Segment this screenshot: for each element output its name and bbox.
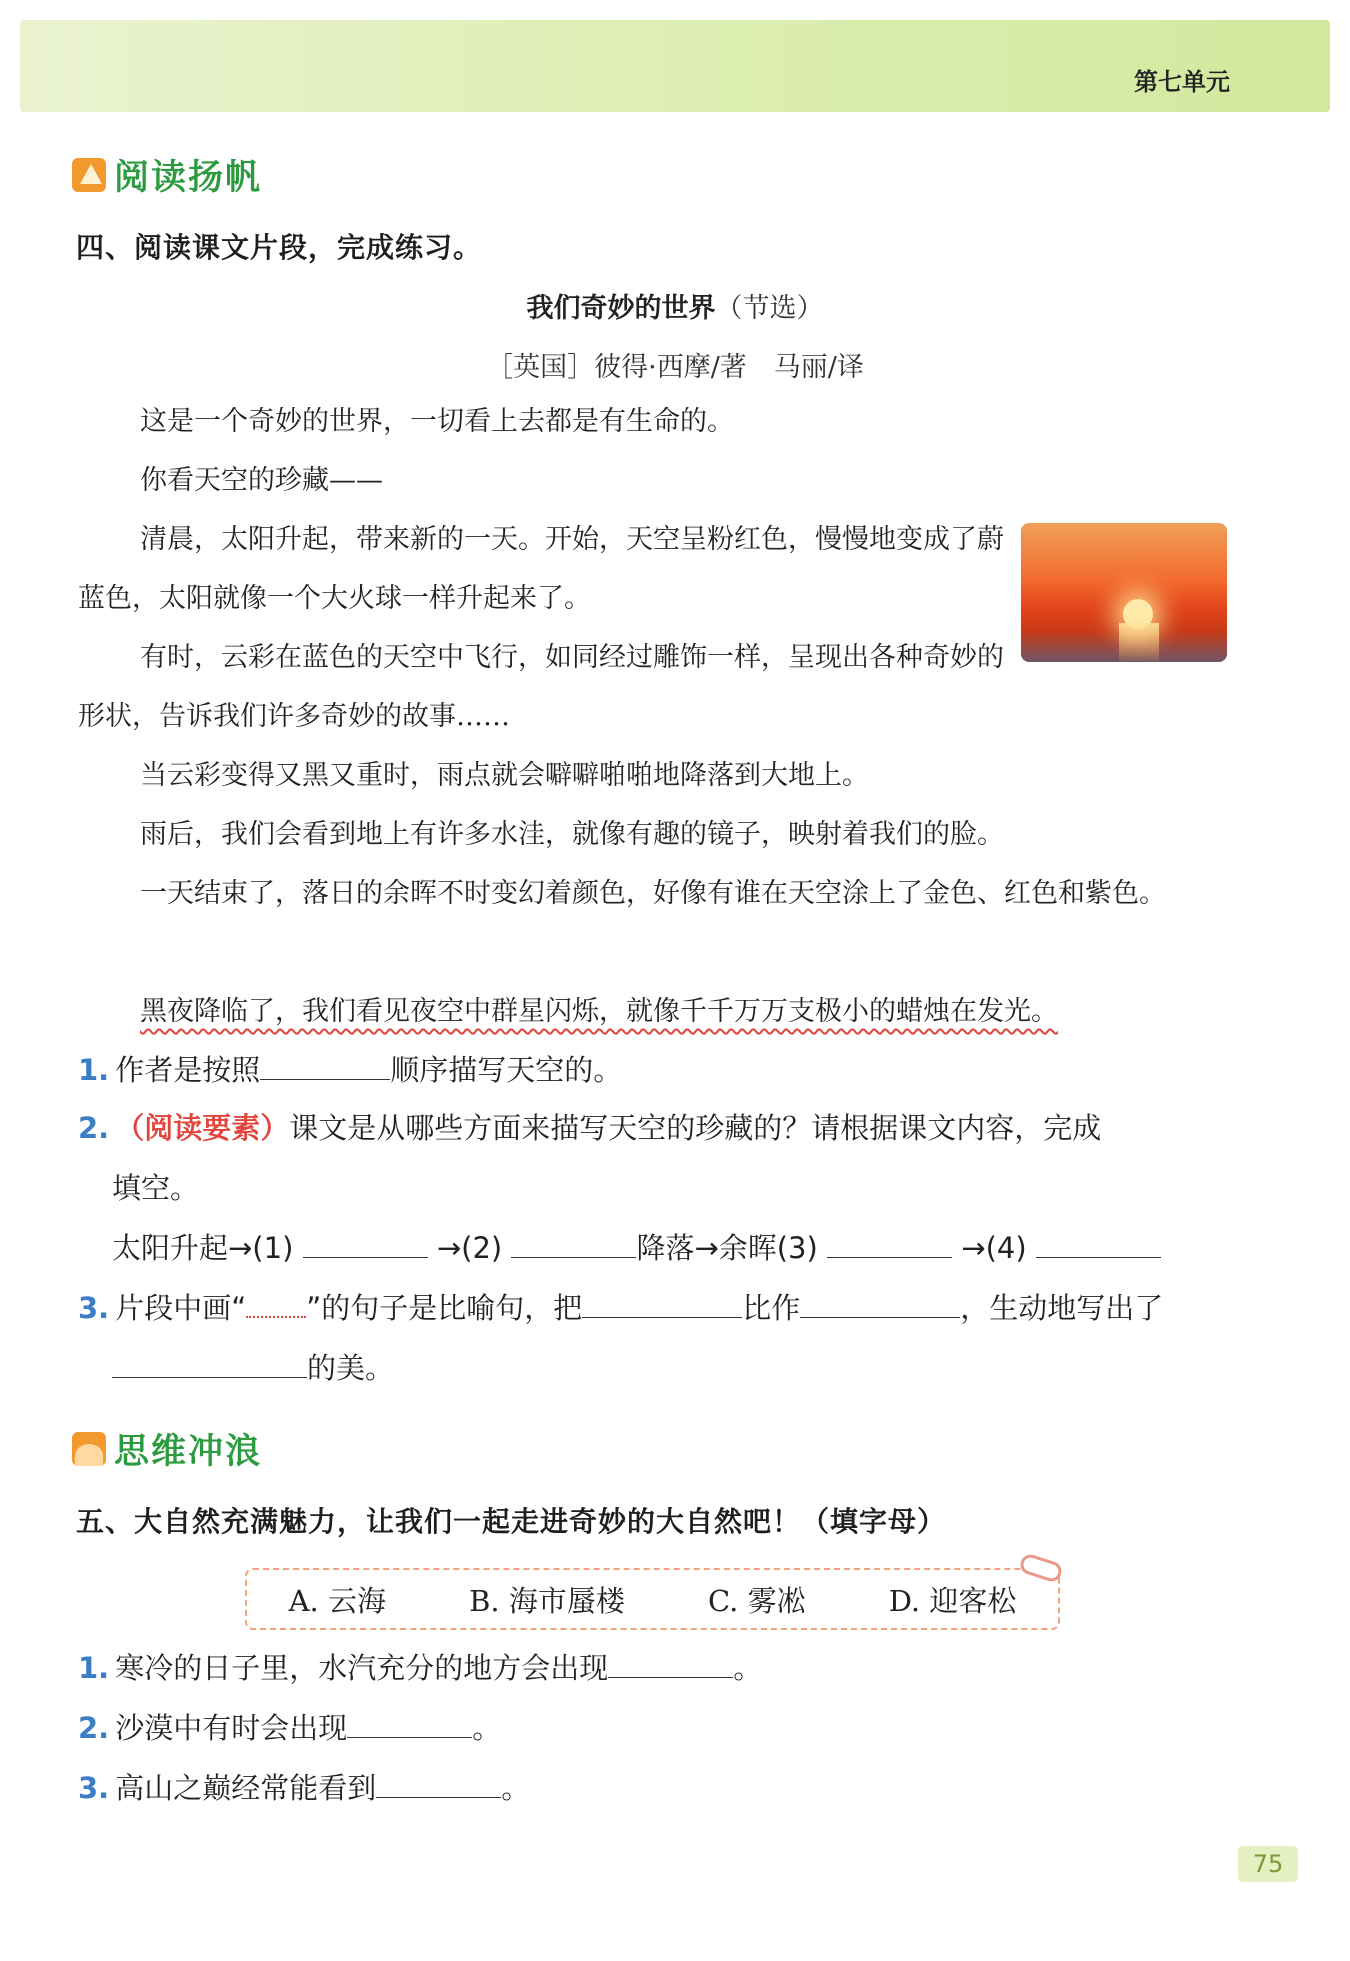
q4-item-3-cont: [112, 1348, 394, 1388]
option-b: B. 海市蜃楼: [469, 1583, 625, 1618]
passage-title: 我们奇妙的世界: [526, 293, 716, 324]
answer-blank[interactable]: [112, 1348, 307, 1378]
q4-item-2-fill: [112, 1228, 1161, 1268]
item-text: 寒冷的日子里，水汽充分的地方会出现: [115, 1651, 609, 1685]
section-title: 阅读扬帆: [114, 158, 263, 198]
answer-blank[interactable]: [511, 1228, 636, 1258]
item-text: 高山之巅经常能看到: [115, 1771, 377, 1805]
author-line: ［英国］彼得·西摩/著 马丽/译: [486, 352, 864, 383]
item-text: 片段中画“: [115, 1291, 247, 1325]
item-number: 1.: [78, 1053, 110, 1087]
simile-sentence: 黑夜降临了，我们看见夜空中群星闪烁，就像千千万万支极小的蜡烛在发光。: [140, 996, 1058, 1027]
item-text: ，生动地写出了: [960, 1291, 1164, 1325]
page-number: 75: [1238, 1846, 1298, 1882]
q5-item-1: [78, 1648, 762, 1688]
q4-item-3: [78, 1288, 1163, 1328]
wave-icon: [72, 1432, 106, 1466]
paragraph: 这是一个奇妙的世界，一切看上去都是有生命的。: [140, 406, 734, 437]
fill-label: →(4): [961, 1231, 1027, 1265]
option-d: D. 迎客松: [888, 1583, 1017, 1618]
paragraph-simile: [78, 982, 1228, 1041]
answer-blank[interactable]: [376, 1768, 501, 1798]
item-number: 1.: [78, 1651, 110, 1685]
options-box: [245, 1568, 1060, 1630]
question-5-heading: 五、大自然充满魅力，让我们一起走进奇妙的大自然吧！（填字母）: [76, 1505, 947, 1538]
option-c: C. 雾凇: [707, 1583, 806, 1618]
fill-label: 太阳升起→(1): [112, 1231, 294, 1265]
answer-blank[interactable]: [347, 1708, 472, 1738]
item-text: 。: [501, 1771, 531, 1805]
paragraph: 当云彩变得又黑又重时，雨点就会噼噼啪啪地降落到大地上。: [140, 760, 869, 791]
sun-reflection: [1119, 623, 1159, 661]
item-text: 。: [472, 1711, 502, 1745]
answer-blank[interactable]: [800, 1288, 960, 1318]
passage-title-note: （节选）: [715, 293, 824, 324]
paragraph: 你看天空的珍藏——: [140, 465, 383, 496]
wavy-line-symbol: [246, 1292, 306, 1318]
item-text: 的美。: [307, 1351, 395, 1385]
paragraph: 雨后，我们会看到地上有许多水洼，就像有趣的镜子，映射着我们的脸。: [140, 819, 1004, 850]
item-number: 3.: [78, 1291, 110, 1325]
section-header-reading: [72, 150, 262, 200]
item-number: 2.: [78, 1111, 110, 1145]
answer-blank[interactable]: [303, 1228, 428, 1258]
paragraph: 清晨，太阳升起，带来新的一天。开始，天空呈粉红色，慢慢地变成了蔚蓝色，太阳就像一个大火球一样升起来了。: [78, 524, 1004, 614]
answer-blank[interactable]: [582, 1288, 742, 1318]
passage-title-line: [0, 286, 1350, 325]
answer-blank[interactable]: [260, 1050, 390, 1080]
unit-title: 第七单元: [1134, 68, 1230, 96]
item-number: 2.: [78, 1711, 110, 1745]
item-number: 3.: [78, 1771, 110, 1805]
answer-blank[interactable]: [608, 1648, 733, 1678]
question-4-heading: 四、阅读课文片段，完成练习。: [76, 231, 483, 264]
q4-item-2: [78, 1108, 1101, 1148]
item-text: 。: [733, 1651, 763, 1685]
answer-blank[interactable]: [1036, 1228, 1161, 1258]
q4-item-1: [78, 1050, 622, 1090]
section-title: 思维冲浪: [114, 1432, 263, 1472]
item-text: 课文是从哪些方面来描写天空的珍藏的？请根据课文内容，完成: [289, 1111, 1102, 1145]
item-text: 顺序描写天空的。: [390, 1053, 623, 1087]
answer-blank[interactable]: [827, 1228, 952, 1258]
option-a: A. 云海: [288, 1583, 386, 1618]
item-text: ”的句子是比喻句，把: [306, 1291, 583, 1325]
section-header-thinking: [72, 1424, 262, 1474]
q5-item-2: [78, 1708, 501, 1748]
q4-item-2-cont: 填空。: [112, 1171, 200, 1205]
item-text: 作者是按照: [115, 1053, 261, 1087]
sail-icon: [72, 158, 106, 192]
paragraph: 有时，云彩在蓝色的天空中飞行，如同经过雕饰一样，呈现出各种奇妙的形状，告诉我们许多奇妙的故事……: [78, 642, 1004, 732]
fill-label: →(2): [436, 1231, 503, 1265]
sunrise-image: [1021, 523, 1227, 662]
q5-item-3: [78, 1768, 530, 1808]
paragraph: 一天结束了，落日的余晖不时变幻着颜色，好像有谁在天空涂上了金色、红色和紫色。: [140, 878, 1166, 909]
item-text: 比作: [742, 1291, 801, 1325]
reading-element-tag: （阅读要素）: [115, 1111, 290, 1145]
item-text: 沙漠中有时会出现: [115, 1711, 348, 1745]
fill-label: 降落→余晖(3): [636, 1231, 818, 1265]
